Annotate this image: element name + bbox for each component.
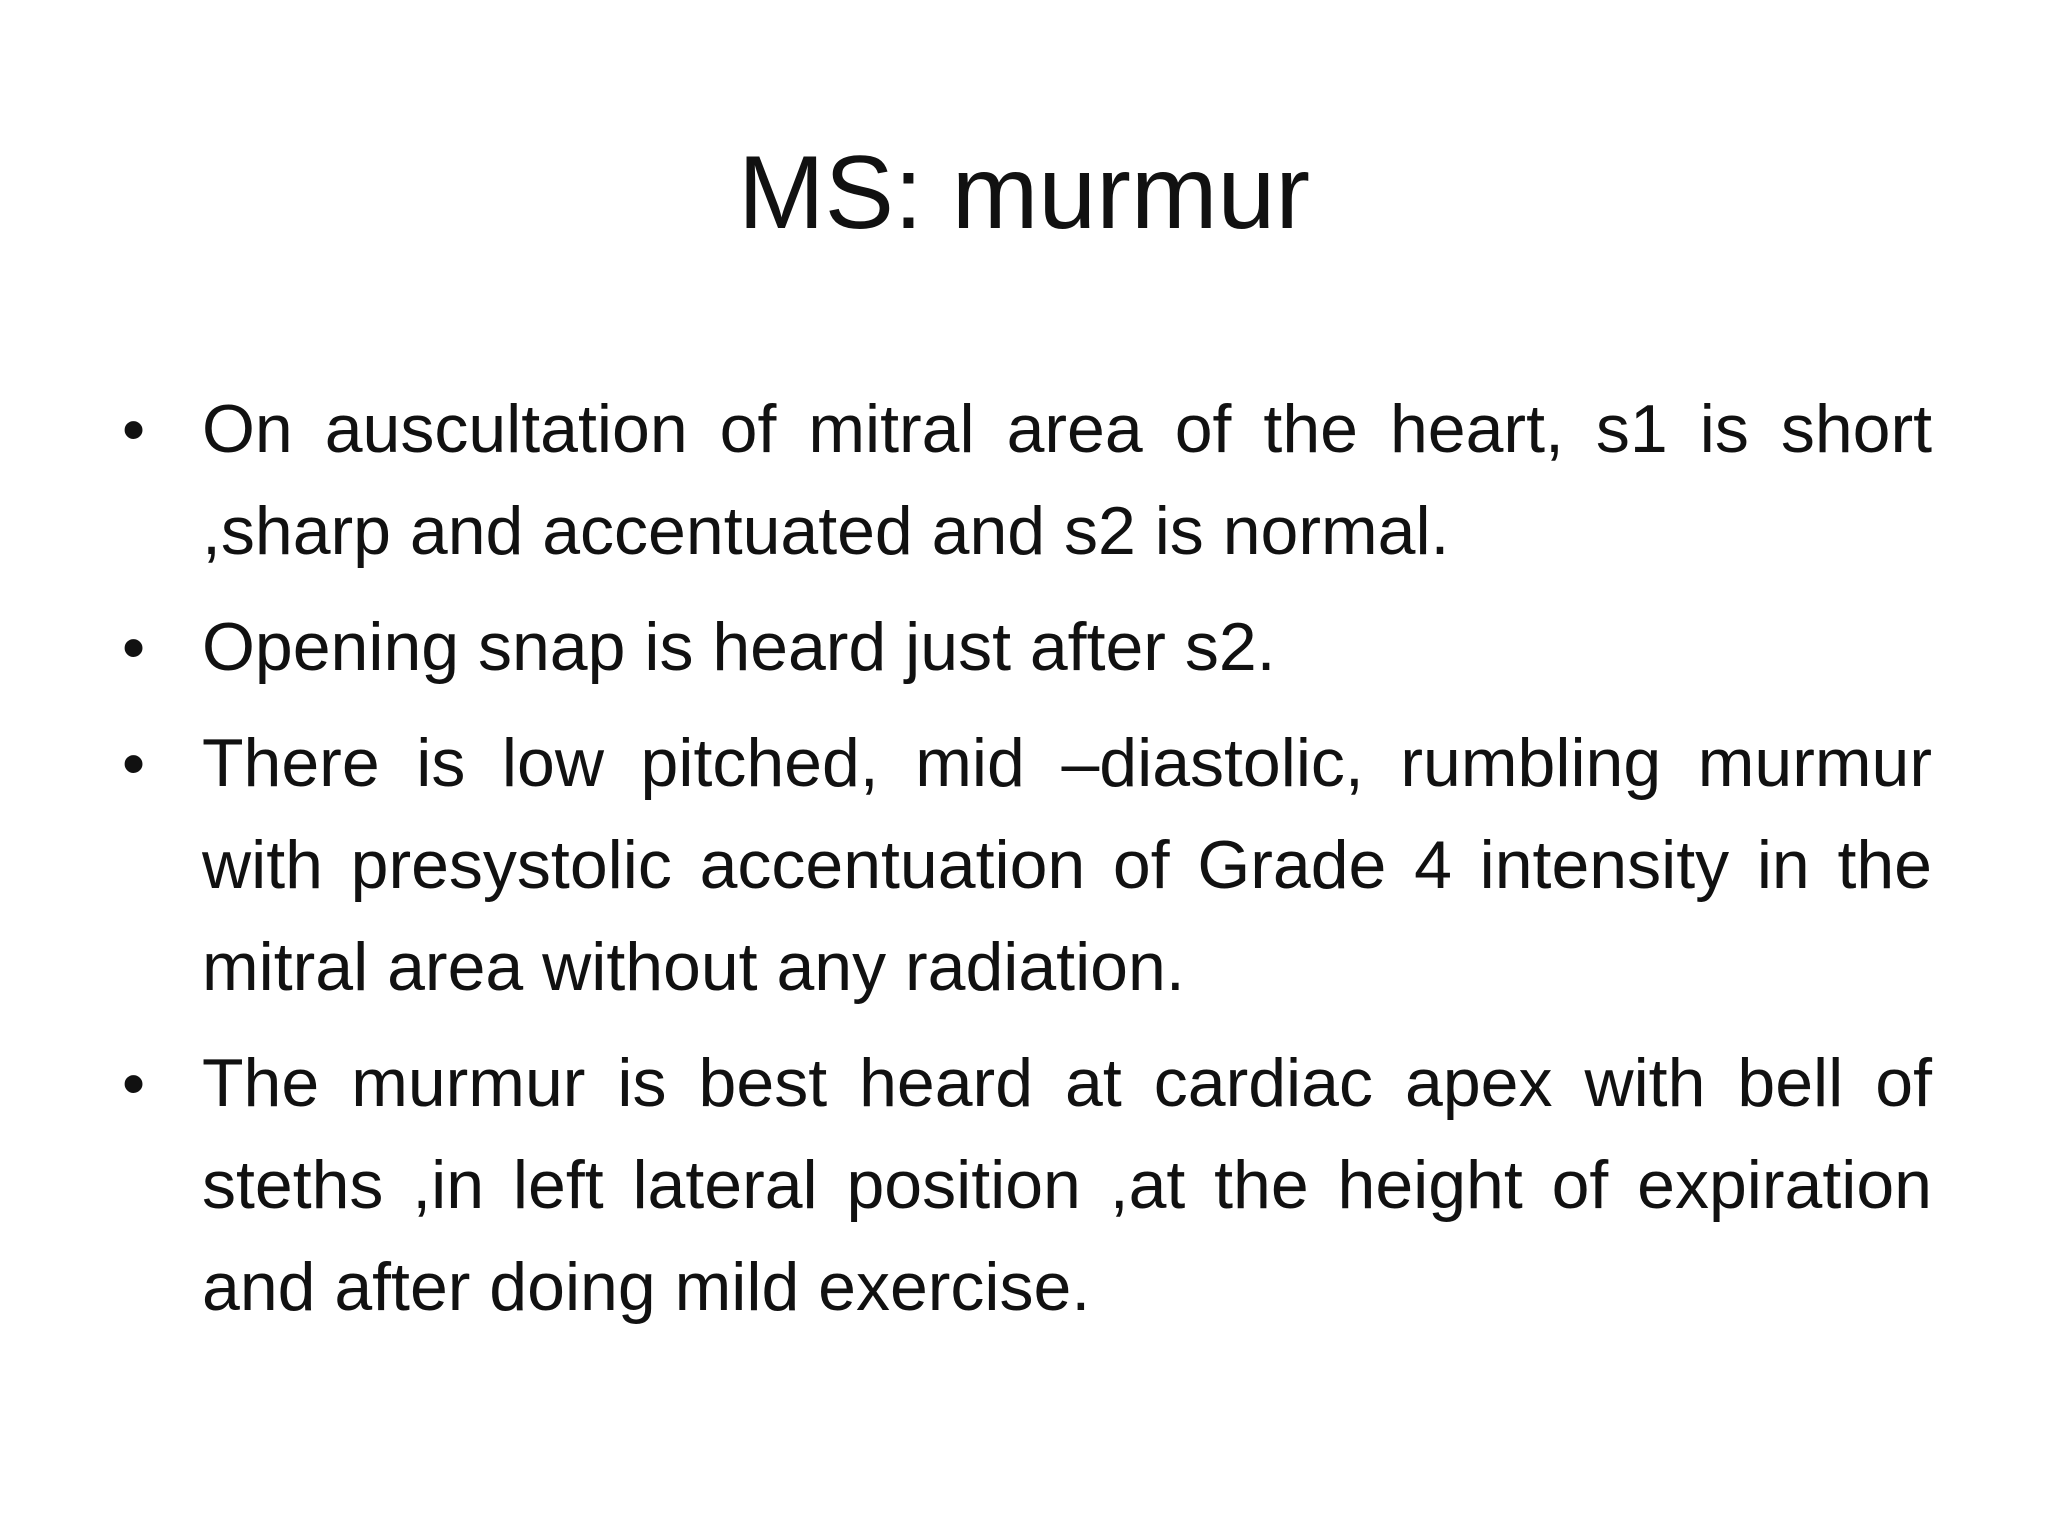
bullet-text: Opening snap is heard just after s2. <box>202 609 1276 685</box>
bullet-item <box>120 596 1932 698</box>
bullet-list <box>120 378 1932 1352</box>
bullet-item <box>120 1032 1932 1338</box>
bullet-icon: • <box>122 726 146 800</box>
bullet-icon: • <box>122 610 146 684</box>
bullet-icon: • <box>122 1046 146 1120</box>
bullet-item <box>120 712 1932 1018</box>
slide-title: MS: murmur <box>738 135 1310 251</box>
bullet-text: There is low pitched, mid –diastolic, rumbling murmur with presystolic accentuation of Grade 4 intensity in the mitral area without any radiation. <box>202 725 1932 1005</box>
bullet-item <box>120 378 1932 582</box>
bullet-text: On auscultation of mitral area of the heart, s1 is short ,sharp and accentuated and s2 is normal. <box>202 391 1932 569</box>
bullet-icon: • <box>122 392 146 466</box>
bullet-text: The murmur is best heard at cardiac apex with bell of steths ,in left lateral position ,at the height of expiration and after doing mild exercise. <box>202 1045 1932 1325</box>
